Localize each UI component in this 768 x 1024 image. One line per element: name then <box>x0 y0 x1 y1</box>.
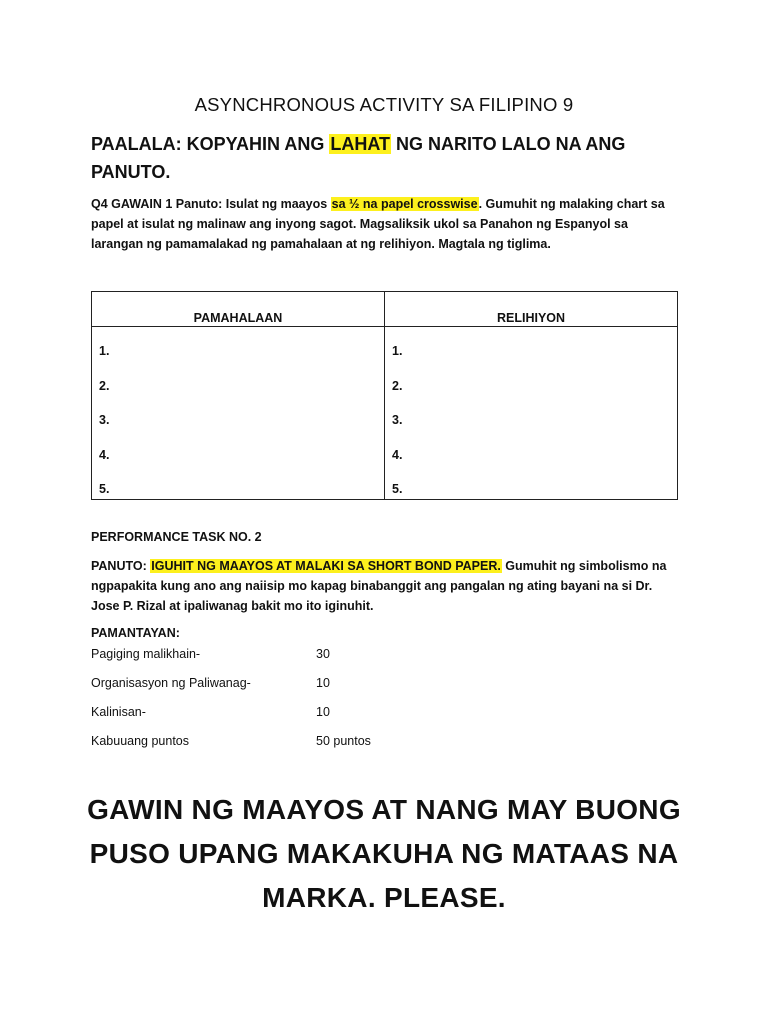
performance-task-highlight: IGUHIT NG MAAYOS AT MALAKI SA SHORT BOND PAPER. <box>151 559 501 573</box>
table-row: 5. <box>99 482 110 496</box>
rubric-criterion: Pagiging malikhain- <box>91 647 201 661</box>
table-row: 2. <box>99 378 110 393</box>
closing-message: GAWIN NG MAAYOS AT NANG MAY BUONG PUSO UPANG MAKAKUHA NG MATAAS NA MARKA. PLEASE. <box>87 794 681 913</box>
page-title: ASYNCHRONOUS ACTIVITY SA FILIPINO 9 <box>194 94 574 115</box>
task1-instructions <box>91 194 681 254</box>
rubric-criterion: Kalinisan- <box>91 705 146 719</box>
rubric-criterion: Organisasyon ng Paliwanag- <box>91 676 251 690</box>
table-row: 4. <box>392 447 403 462</box>
pamahalaan-column <box>92 292 385 499</box>
rubric-heading: PAMANTAYAN: <box>91 626 180 640</box>
reminder-paragraph <box>91 130 681 186</box>
rubric-total-label: Kabuuang puntos <box>91 734 190 748</box>
rubric-points: 30 <box>316 647 330 661</box>
rubric-total-points: 50 puntos <box>316 734 371 748</box>
reminder-highlight: LAHAT <box>330 134 390 154</box>
table-row: 1. <box>392 344 403 358</box>
rubric-row <box>91 675 491 704</box>
relihiyon-rows <box>385 327 677 515</box>
performance-task-instructions <box>91 556 681 616</box>
rubric-points: 10 <box>316 676 330 690</box>
reminder-text-start: PAALALA: KOPYAHIN ANG <box>91 134 330 154</box>
reminder-text-end: NG NARITO LALO NA ANG PANUTO. <box>91 134 626 182</box>
relihiyon-header: RELIHIYON <box>385 292 677 327</box>
table-row: 3. <box>392 413 403 427</box>
rubric-row <box>91 646 491 675</box>
rubric-row <box>91 733 491 762</box>
table-row: 5. <box>392 482 403 496</box>
performance-task-text: Gumuhit ng simbolismo na ngpapakita kung ano ang naiisip mo kapag binabanggit ang pangalan ng ating bayani na si Dr. Jose P. Rizal at ipaliwanag bakit mo ito iginuhit. <box>91 559 667 613</box>
table-row: 3. <box>99 413 110 427</box>
rubric-points: 10 <box>316 705 330 719</box>
relihiyon-column <box>385 292 677 499</box>
task1-text-start: Q4 GAWAIN 1 Panuto: Isulat ng maayos <box>91 197 331 211</box>
pamahalaan-rows <box>92 327 384 515</box>
task1-highlight: sa ½ na papel crosswise <box>331 197 478 211</box>
performance-task-label: PANUTO: <box>91 559 151 573</box>
table-row: 4. <box>99 447 110 462</box>
task1-text-end: . Gumuhit ng malaking chart sa papel at isulat ng malinaw ang inyong sagot. Magsaliksik ukol sa Panahon ng Espanyol sa larangan ng pamamalakad ng pamahalaan at ng relihiyon. Magtala ng tiglima. <box>91 197 665 251</box>
answer-table <box>91 291 678 500</box>
rubric-list <box>91 646 491 762</box>
performance-task-heading: PERFORMANCE TASK NO. 2 <box>91 530 262 544</box>
pamahalaan-header: PAMAHALAAN <box>92 292 384 327</box>
table-row: 2. <box>392 378 403 393</box>
rubric-row <box>91 704 491 733</box>
table-row: 1. <box>99 344 110 358</box>
